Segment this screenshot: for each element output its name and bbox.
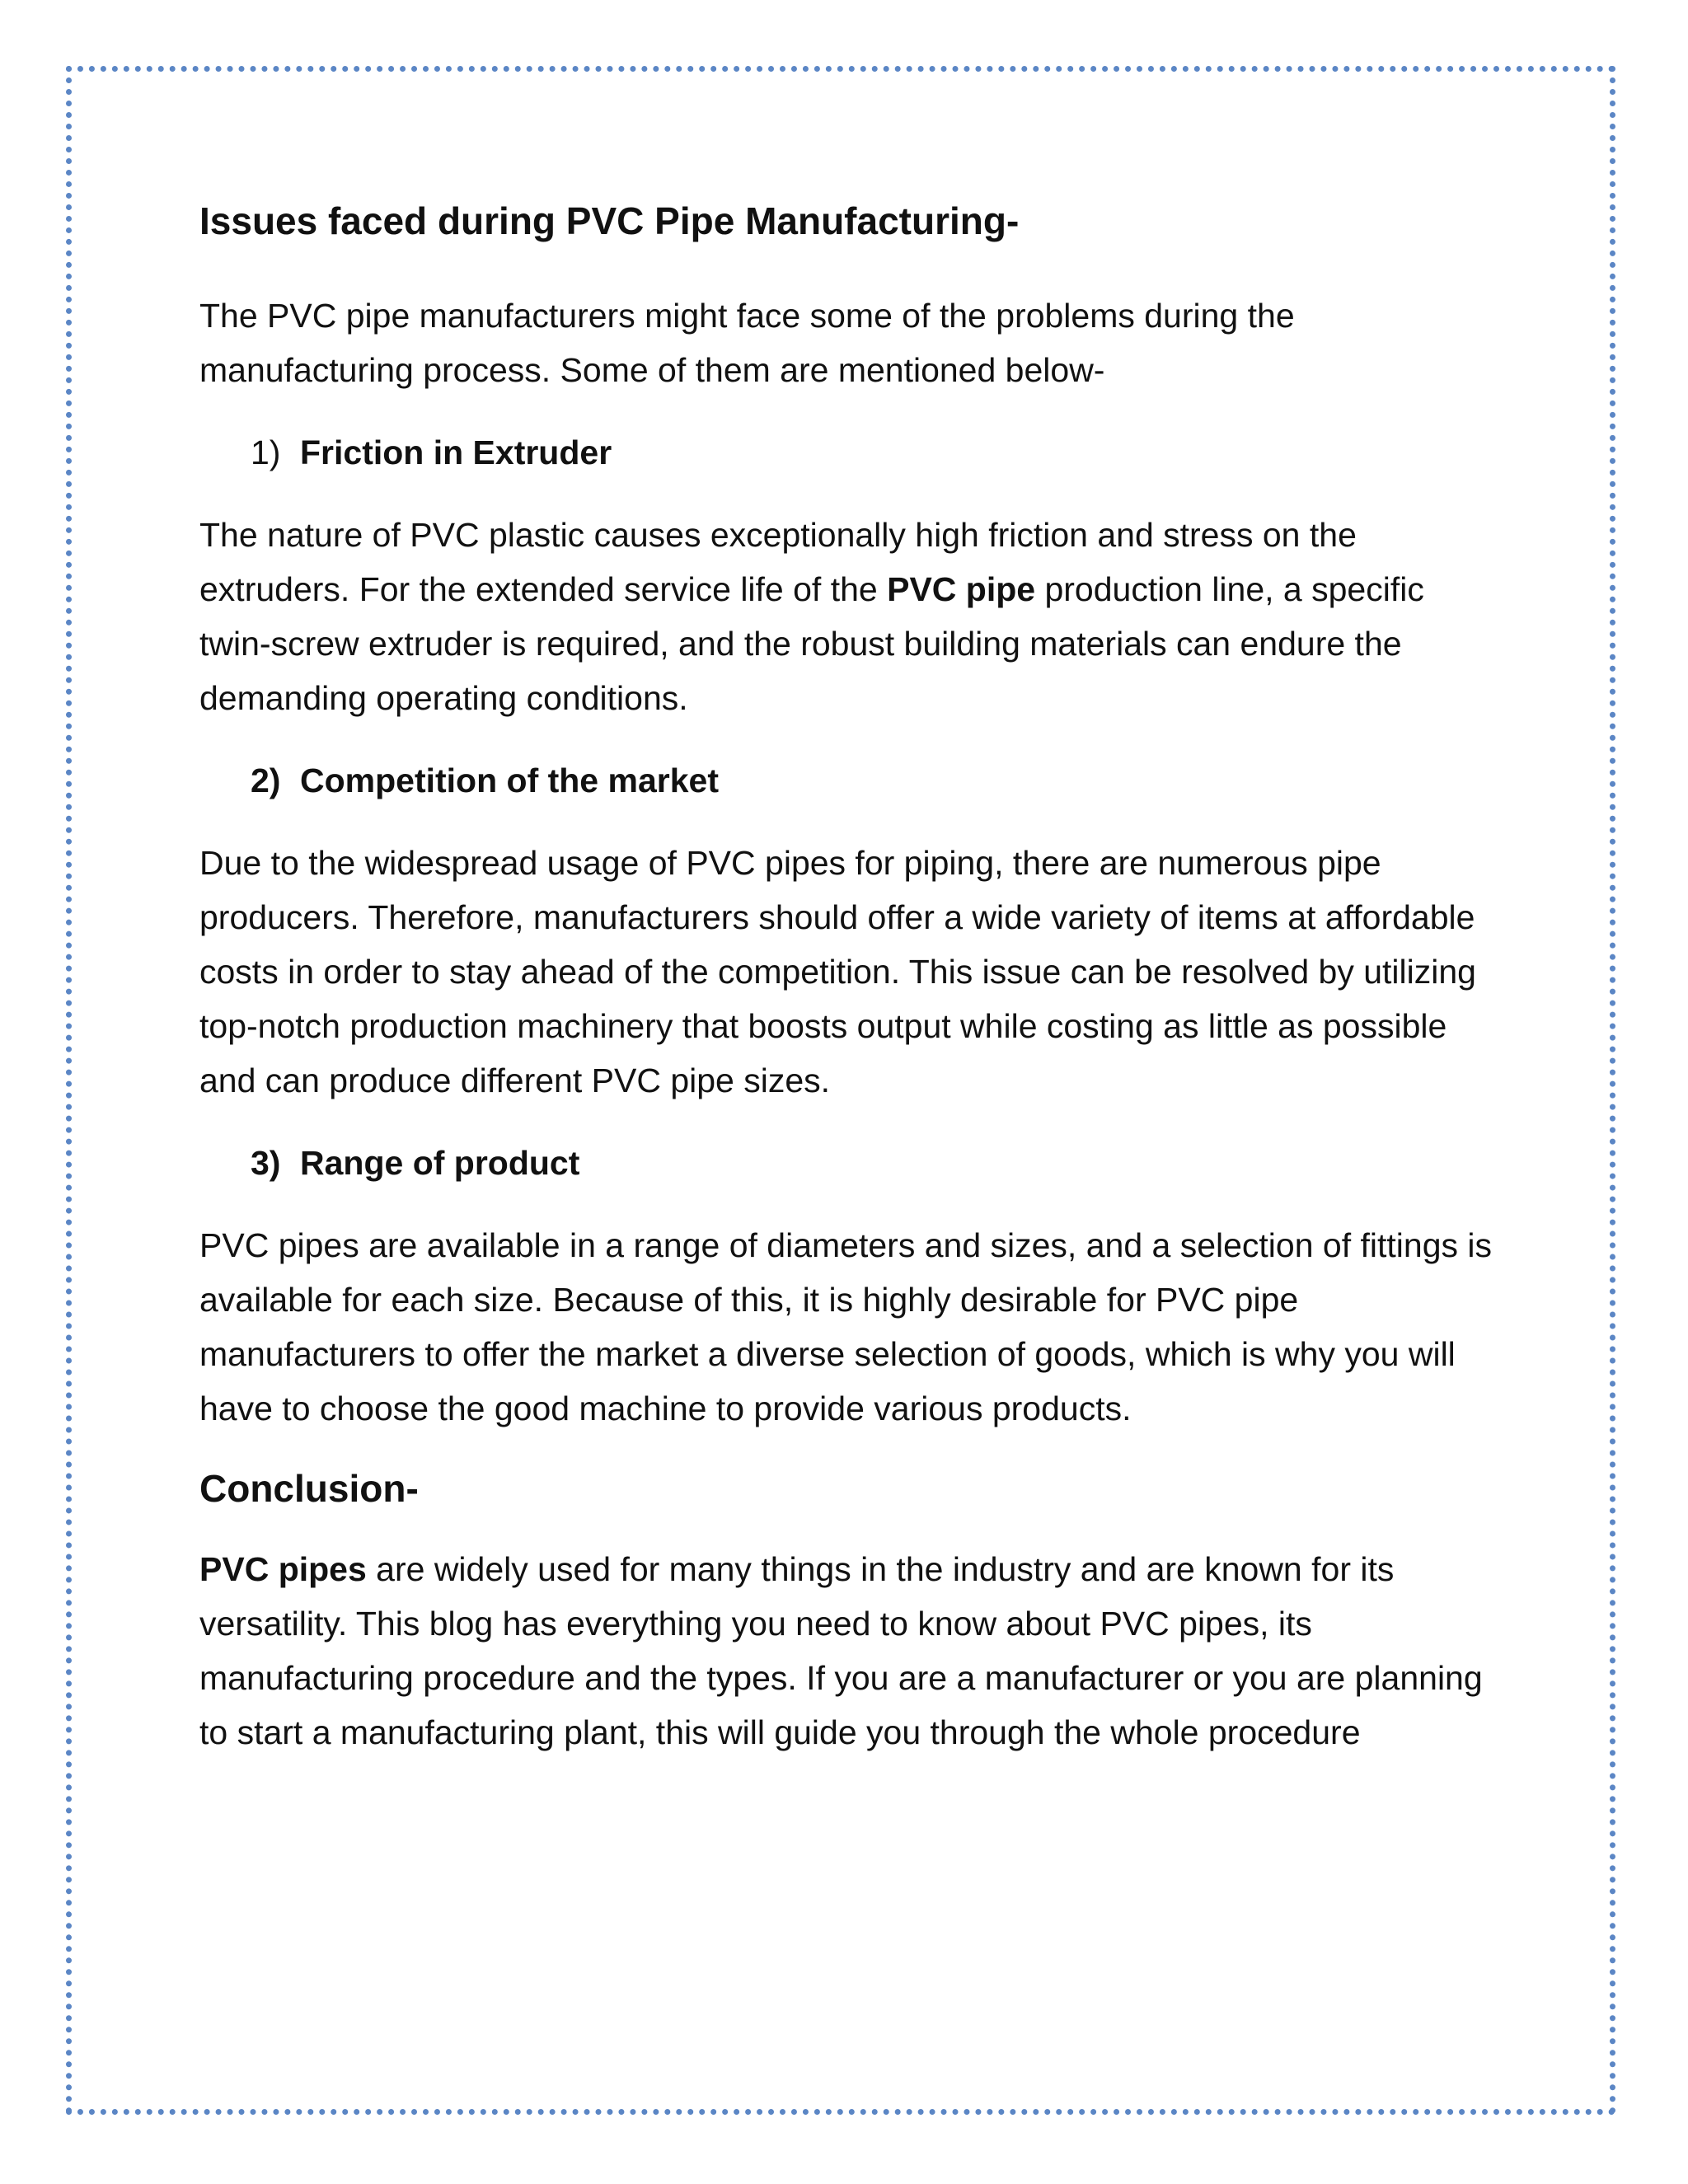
issue-number: 2) <box>251 761 281 799</box>
conclusion-text-bold: PVC pipes <box>199 1550 367 1588</box>
issue-text: production line, a specific twin-screw extruder is required, and the robust building materials can endure the demanding operating conditions. <box>199 569 1424 717</box>
issue-paragraph-1 <box>199 508 1493 725</box>
issue-heading-3 <box>251 1136 1493 1190</box>
issue-text-bold: PVC pipe <box>887 569 1036 608</box>
issue-number: 3) <box>251 1143 281 1182</box>
document-body <box>199 198 1493 1788</box>
page-title: Issues faced during PVC Pipe Manufacturing- <box>199 199 1020 242</box>
conclusion-paragraph <box>199 1542 1493 1760</box>
issue-title: Range of product <box>300 1143 580 1182</box>
issue-paragraph-2: Due to the widespread usage of PVC pipes for piping, there are numerous pipe producers. Therefore, manufacturers should offer a wide variety of items at affordable costs in order to stay ahead of the competition. This issue can be resolved by utilizing top-notch production machinery that boosts output while costing as little as possible and can produce different PVC pipe sizes. <box>199 843 1476 1099</box>
conclusion-text: are widely used for many things in the industry and are known for its versatility. This blog has everything you need to know about PVC pipes, its manufacturing procedure and the types. If you are a manufacturer or you are planning to start a manufacturing plant, this will guide you through the whole procedure <box>199 1550 1483 1751</box>
issue-paragraph-3: PVC pipes are available in a range of diameters and sizes, and a selection of fittings is available for each size. Because of this, it is highly desirable for PVC pipe manufacturers to offer the market a diverse selection of goods, which is why you will have to choose the good machine to provide various products. <box>199 1226 1492 1427</box>
intro-paragraph: The PVC pipe manufacturers might face some of the problems during the manufacturing process. Some of them are mentioned below- <box>199 296 1295 389</box>
issue-title: Friction in Extruder <box>300 433 612 471</box>
issue-heading-1 <box>251 425 1493 480</box>
issue-number: 1) <box>251 433 281 471</box>
issue-text: The nature of PVC plastic causes exceptionally high friction and stress on the extruders. For the extended service life of the <box>199 515 1357 608</box>
conclusion-heading: Conclusion- <box>199 1466 419 1510</box>
issue-heading-2 <box>251 753 1493 808</box>
issue-title: Competition of the market <box>300 761 719 799</box>
